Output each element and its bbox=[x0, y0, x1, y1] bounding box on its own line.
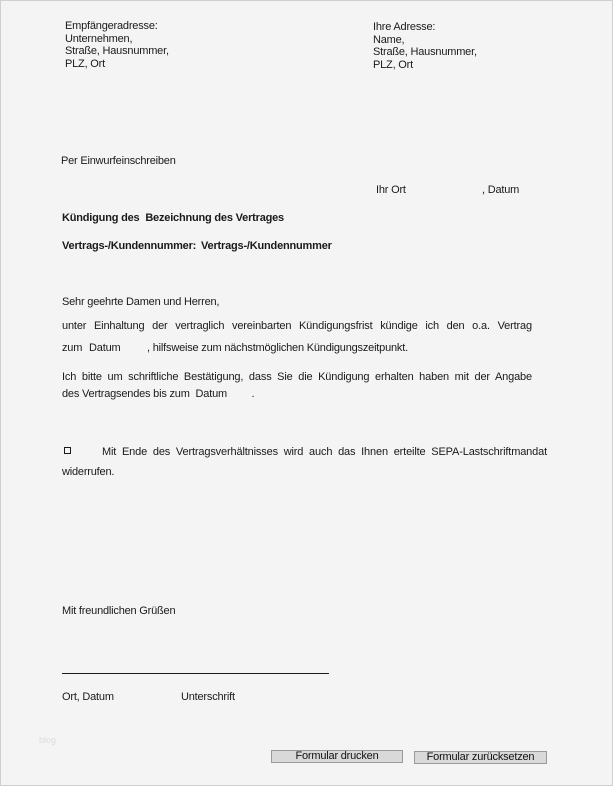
sender-street-field[interactable]: Straße, Hausnummer, bbox=[373, 46, 477, 59]
termination-paragraph-line1: unter Einhaltung der vertraglich vereinbarten Kündigungsfrist kündige ich den o.a. Vertrag bbox=[62, 320, 532, 332]
confirmation-date-prefix: des Vertragsendes bis zum bbox=[62, 388, 190, 400]
sender-name-field[interactable]: Name, bbox=[373, 33, 405, 46]
contract-number-line bbox=[62, 240, 332, 253]
sender-address-heading: Ihre Adresse: bbox=[373, 21, 436, 33]
closing-greeting: Mit freundlichen Grüßen bbox=[62, 605, 176, 617]
recipient-company-field[interactable]: Unternehmen, bbox=[65, 32, 133, 45]
signature-place-date-label: Ort, Datum bbox=[62, 691, 114, 703]
termination-date-field[interactable]: Datum bbox=[89, 342, 121, 354]
print-form-button[interactable]: Formular drucken bbox=[271, 750, 403, 763]
termination-date-prefix: zum bbox=[62, 342, 83, 354]
signature-label: Unterschrift bbox=[181, 691, 235, 703]
sepa-revoke-checkbox[interactable] bbox=[64, 447, 71, 454]
recipient-street-field[interactable]: Straße, Hausnummer, bbox=[65, 45, 169, 58]
sender-address-block bbox=[373, 21, 477, 71]
confirmation-paragraph-line1: Ich bitte um schriftliche Bestätigung, dass Sie die Kündigung erhalten haben mit der Angabe bbox=[62, 371, 532, 383]
recipient-city-field[interactable]: PLZ, Ort bbox=[65, 57, 105, 70]
contract-name-field[interactable]: Bezeichnung des Vertrages bbox=[145, 212, 284, 224]
recipient-address-block bbox=[65, 20, 169, 70]
salutation: Sehr geehrte Damen und Herren, bbox=[62, 296, 220, 308]
sepa-revoke-text-line2: widerrufen. bbox=[62, 466, 115, 478]
confirmation-paragraph-suffix: . bbox=[251, 388, 255, 400]
date-field[interactable]: , Datum bbox=[482, 184, 520, 196]
contract-number-label: Vertrags-/Kundennummer: bbox=[62, 240, 197, 252]
subject-line bbox=[62, 212, 284, 225]
contract-end-date-field[interactable]: Datum bbox=[195, 388, 227, 400]
contract-number-field[interactable]: Vertrags-/Kundennummer bbox=[201, 240, 332, 252]
signature-line bbox=[62, 673, 329, 674]
subject-label: Kündigung des bbox=[62, 212, 140, 224]
sepa-revoke-text-line1: Mit Ende des Vertragsverhältnisses wird auch das Ihnen erteilte SEPA-Lastschriftmandat bbox=[102, 446, 547, 458]
recipient-address-heading: Empfängeradresse: bbox=[65, 20, 158, 32]
sender-city-field[interactable]: PLZ, Ort bbox=[373, 58, 413, 71]
watermark-text: blog bbox=[39, 735, 57, 745]
place-field[interactable]: Ihr Ort bbox=[376, 184, 406, 196]
delivery-method-field[interactable]: Per Einwurfeinschreiben bbox=[61, 155, 176, 167]
confirmation-paragraph-line2 bbox=[62, 388, 254, 401]
reset-form-button[interactable]: Formular zurücksetzen bbox=[414, 751, 547, 764]
termination-paragraph-line2 bbox=[62, 342, 408, 355]
termination-paragraph-suffix: , hilfsweise zum nächstmöglichen Kündigungszeitpunkt. bbox=[147, 342, 408, 354]
